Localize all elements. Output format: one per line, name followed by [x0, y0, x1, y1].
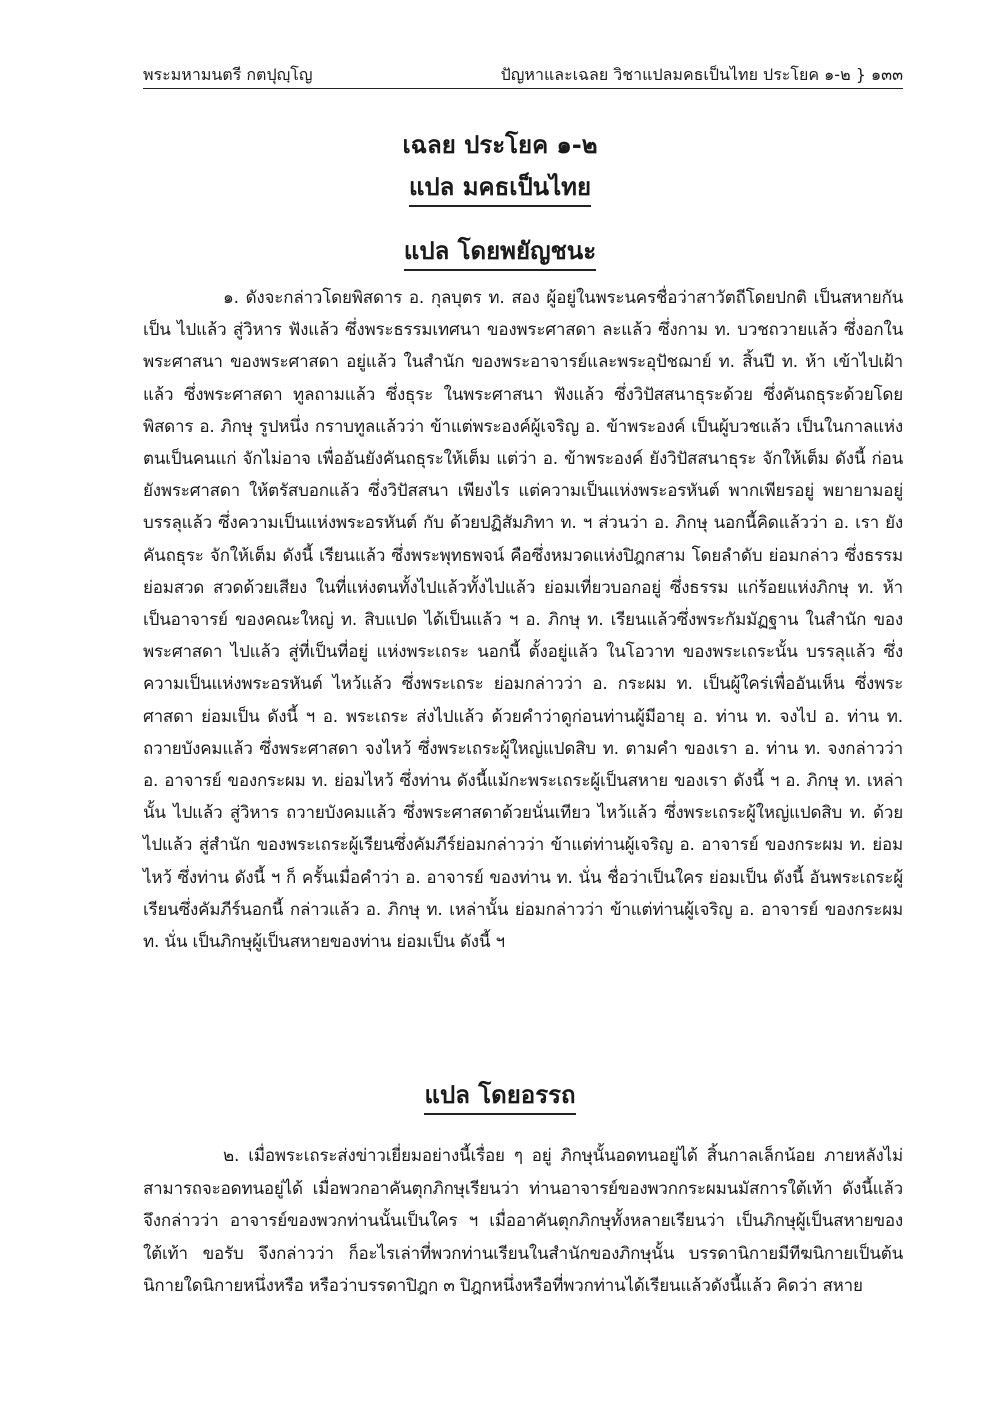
running-header: [143, 62, 903, 89]
answer-heading-text: เฉลย ประโยค ๑-๒: [402, 131, 598, 159]
by-meaning-heading: [0, 1078, 1000, 1115]
translate-heading: [0, 170, 1000, 207]
by-word-heading: [0, 234, 1000, 271]
header-author: พระมหามนตรี กตปุญฺโญ: [143, 65, 313, 84]
answer-heading: [0, 128, 1000, 163]
paragraph-1: ๑. ดังจะกล่าวโดยพิสดาร อ. กุลบุตร ท. สอง ผู้อยู่ในพระนครชื่อว่าสาวัตถีโดยปกติ เป็นสหายกันเป็น ไปแล้ว สู่วิหาร ฟังแล้ว ซึ่งพระธรรมเทศนา ของพระศาสดา ละแล้ว ซึ่งกาม ท. บวชถวายแล้ว ซึ่งอกในพระศาสนา ของพระศาสดา อยู่แล้ว ในสำนัก ของพระอาจารย์และพระอุปัชฌาย์ ท. สิ้นปี ท. ห้า เข้าไปเฝ้าแล้ว ซึ่งพระศาสดา ทูลถามแล้ว ซึ่งธุระ ในพระศาสนา ฟังแล้ว ซึ่งวิปัสสนาธุระด้วย ซึ่งคันถธุระด้วยโดยพิสดาร อ. ภิกษุ รูปหนึ่ง กราบทูลแล้วว่า ข้าแต่พระองค์ผู้เจริญ อ. ข้าพระองค์ เป็นผู้บวชแล้ว เป็นในกาลแห่งตนเป็นคนแก่ จักไม่อาจ เพื่ออันยังคันถธุระให้เต็ม แต่ว่า อ. ข้าพระองค์ ยังวิปัสสนาธุระ จักให้เต็ม ดังนี้ ก่อน ยังพระศาสดา ให้ตรัสบอกแล้ว ซึ่งวิปัสสนา เพียงไร แต่ความเป็นแห่งพระอรหันต์ พากเพียรอยู่ พยายามอยู่ บรรลุแล้ว ซึ่งความเป็นแห่งพระอรหันต์ กับ ด้วยปฏิสัมภิทา ท. ฯ ส่วนว่า อ. ภิกษุ นอกนี้คิดแล้วว่า อ. เรา ยังคันถธุระ จักให้เต็ม ดังนี้ เรียนแล้ว ซึ่งพระพุทธพจน์ คือซึ่งหมวดแห่งปิฎกสาม โดยลำดับ ย่อมกล่าว ซึ่งธรรม ย่อมสวด สวดด้วยเสียง ในที่แห่งตนทั้งไปแล้วทั้งไปแล้ว ย่อมเที่ยวบอกอยู่ ซึ่งธรรม แก่ร้อยแห่งภิกษุ ท. ห้า เป็นอาจารย์ ของคณะใหญ่ ท. สิบแปด ได้เป็นแล้ว ฯ อ. ภิกษุ ท. เรียนแล้วซึ่งพระกัมมัฏฐาน ในสำนัก ของพระศาสดา ไปแล้ว สู่ที่เป็นที่อยู่ แห่งพระเถระ นอกนี้ ตั้งอยู่แล้ว ในโอวาท ของพระเถระนั้น บรรลุแล้ว ซึ่งความเป็นแห่งพระอรหันต์ ไหว้แล้ว ซึ่งพระเถระ ย่อมกล่าวว่า อ. กระผม ท. เป็นผู้ใคร่เพื่ออันเห็น ซึ่งพระศาสดา ย่อมเป็น ดังนี้ ฯ อ. พระเถระ ส่งไปแล้ว ด้วยคำว่าดูก่อนท่านผู้มีอายุ อ. ท่าน ท. จงไป อ. ท่าน ท. ถวายบังคมแล้ว ซึ่งพระศาสดา จงไหว้ ซึ่งพระเถระผู้ใหญ่แปดสิบ ท. ตามคำ ของเรา อ. ท่าน ท. จงกล่าวว่า อ. อาจารย์ ของกระผม ท. ย่อมไหว้ ซึ่งท่าน ดังนี้แม้กะพระเถระผู้เป็นสหาย ของเรา ดังนี้ ฯ อ. ภิกษุ ท. เหล่านั้น ไปแล้ว สู่วิหาร ถวายบังคมแล้ว ซึ่งพระศาสดาด้วยนั่นเทียว ไหว้แล้ว ซึ่งพระเถระผู้ใหญ่แปดสิบ ท. ด้วย ไปแล้ว สู่สำนัก ของพระเถระผู้เรียนซึ่งคัมภีร์ย่อมกล่าวว่า ข้าแต่ท่านผู้เจริญ อ. อาจารย์ ของกระผม ท. ย่อมไหว้ ซึ่งท่าน ดังนี้ ฯ ก็ ครั้นเมื่อคำว่า อ. อาจารย์ ของท่าน ท. นั่น ชื่อว่าเป็นใคร ย่อมเป็น ดังนี้ อันพระเถระผู้เรียนซึ่งคัมภีร์นอกนี้ กล่าวแล้ว อ. ภิกษุ ท. เหล่านั้น ย่อมกล่าวว่า ข้าแต่ท่านผู้เจริญ อ. อาจารย์ ของกระผม ท. นั่น เป็นภิกษุผู้เป็นสหายของท่าน ย่อมเป็น ดังนี้ ฯ: [143, 288, 903, 953]
by-meaning-heading-text: แปล โดยอรรถ: [424, 1078, 575, 1115]
header-title-page: ปัญหาและเฉลย วิชาแปลมคธเป็นไทย ประโยค ๑-๒ } ๑๓๓: [500, 65, 903, 84]
by-word-heading-text: แปล โดยพยัญชนะ: [404, 234, 596, 271]
translate-heading-text: แปล มคธเป็นไทย: [409, 170, 591, 207]
paragraph-2: ๒. เมื่อพระเถระส่งข่าวเยี่ยมอย่างนี้เรื่อย ๆ อยู่ ภิกษุนั้นอดทนอยู่ได้ สิ้นกาลเล็กน้อย ภายหลังไม่สามารถจะอดทนอยู่ได้ เมื่อพวกอาคันตุกภิกษุเรียนว่า ท่านอาจารย์ของพวกกระผมนมัสการใต้เท้า ดังนี้แล้วจึงกล่าวว่า อาจารย์ของพวกท่านนั้นเป็นใคร ฯ เมื่ออาคันตุกภิกษุทั้งหลายเรียนว่า เป็นภิกษุผู้เป็นสหายของใต้เท้า ขอรับ จึงกล่าวว่า ก็อะไรเล่าที่พวกท่านเรียนในสำนักของภิกษุนั้น บรรดานิกายมีทีฆนิกายเป็นต้นนิกายใดนิกายหนึ่งหรือ หรือว่าบรรดาปิฎก ๓ ปิฎกหนึ่งหรือที่พวกท่านได้เรียนแล้วดังนี้แล้ว คิดว่า สหาย: [143, 1146, 903, 1296]
